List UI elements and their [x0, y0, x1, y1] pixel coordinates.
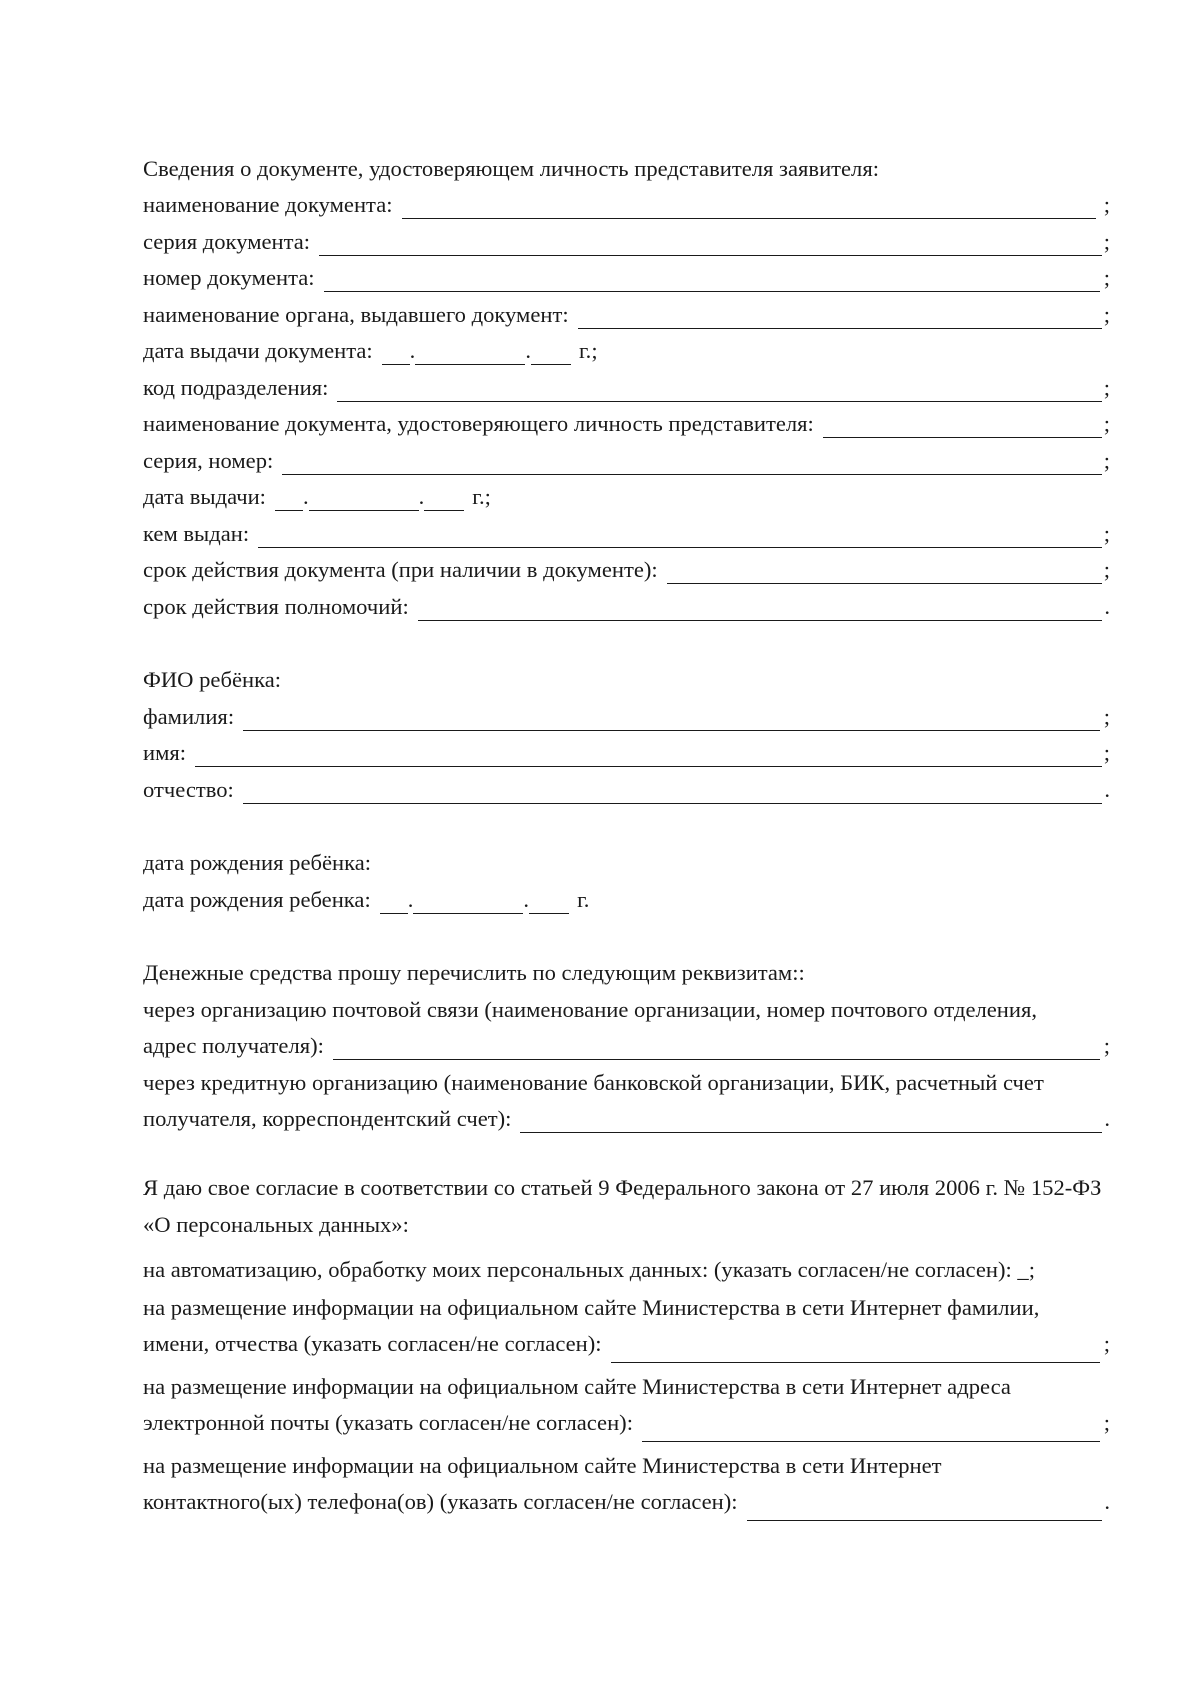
- id-doc-name-row: [143, 402, 1110, 439]
- issue-date2-row: дата выдачи: . . г.;: [143, 484, 491, 509]
- doc-name-field[interactable]: [402, 194, 1096, 219]
- surname-field[interactable]: [243, 706, 1100, 731]
- series-label: серия документа:: [143, 228, 311, 254]
- consent-phone-field[interactable]: [747, 1496, 1103, 1521]
- consent-phone-block: [143, 1448, 1110, 1521]
- birth-heading-text: дата рождения ребёнка:: [143, 850, 372, 875]
- name-punct: ;: [1103, 740, 1110, 765]
- consent-phone-line2-label: контактного(ых) телефона(ов) (указать согласен/не согласен):: [143, 1489, 738, 1514]
- consent-email-block: [143, 1369, 1110, 1442]
- issued-by-label: кем выдан:: [143, 520, 250, 546]
- bank-details-field[interactable]: [520, 1108, 1102, 1133]
- number-punct: ;: [1103, 265, 1110, 290]
- payment-heading: [143, 951, 1110, 988]
- consent-email-punct: ;: [1103, 1410, 1110, 1435]
- consent-fio-line2-label: имени, отчества (указать согласен/не согласен):: [143, 1331, 602, 1356]
- issue-day-field[interactable]: [382, 340, 410, 365]
- issue2-year-suffix: г.;: [472, 484, 491, 509]
- birth-date-row: дата рождения ребенка: . . г.: [143, 886, 590, 912]
- dept-code-field[interactable]: [337, 377, 1101, 402]
- issue2-day-field[interactable]: [275, 486, 303, 511]
- rep-doc-heading-text: Сведения о документе, удостоверяющем личность представителя заявителя:: [143, 155, 880, 181]
- consent-fio-field[interactable]: [611, 1338, 1100, 1363]
- post-punct: ;: [1103, 1033, 1110, 1058]
- consent-fio-line1: на размещение информации на официальном сайте Министерства в сети Интернет фамилии,: [143, 1294, 1040, 1320]
- consent-intro: [143, 1170, 1103, 1243]
- number-row: [143, 256, 1110, 293]
- consent-intro-text: Я даю свое согласие в соответствии со статьей 9 Федерального закона от 27 июля 2006 г. № 152-ФЗ «О персональных данных»:: [143, 1175, 1102, 1237]
- consent-phone-line1: на размещение информации на официальном сайте Министерства в сети Интернет: [143, 1452, 942, 1478]
- name-field[interactable]: [195, 742, 1102, 767]
- series-row: [143, 219, 1110, 256]
- post-line2-label: адрес получателя):: [143, 1033, 324, 1058]
- id-doc-name-punct: ;: [1103, 411, 1110, 436]
- consent-phone-punct: .: [1104, 1489, 1110, 1514]
- bank-line1-text: через кредитную организацию (наименование банковской организации, БИК, расчетный счет: [143, 1069, 1044, 1095]
- series-number-punct: ;: [1103, 447, 1110, 473]
- patronymic-label: отчество:: [143, 776, 234, 802]
- authority-validity-punct: .: [1104, 593, 1110, 619]
- issuer-row: [143, 292, 1110, 329]
- doc-name-row: [143, 183, 1110, 220]
- bank-line1: [143, 1060, 1110, 1097]
- series-number-field[interactable]: [282, 450, 1101, 475]
- birth-day-field[interactable]: [380, 889, 408, 914]
- post-line1: [143, 987, 1110, 1024]
- consent-automation-text: на автоматизацию, обработку моих персональных данных: (указать согласен/не согласен): _;: [143, 1256, 1035, 1282]
- issue-year-suffix: г.;: [578, 338, 598, 363]
- spacer: [143, 914, 1110, 951]
- post-address-field[interactable]: [333, 1035, 1100, 1060]
- bank-line2-row: [143, 1097, 1110, 1134]
- surname-label: фамилия:: [143, 703, 235, 729]
- series-field[interactable]: [319, 231, 1102, 256]
- number-field[interactable]: [324, 267, 1100, 292]
- bank-punct: .: [1104, 1106, 1110, 1131]
- number-label: номер документа:: [143, 265, 315, 290]
- patronymic-punct: .: [1104, 776, 1110, 802]
- issued-by-field[interactable]: [258, 523, 1102, 548]
- id-doc-name-field[interactable]: [823, 413, 1102, 438]
- issuer-field[interactable]: [578, 304, 1102, 329]
- series-number-label: серия, номер:: [143, 447, 274, 473]
- dept-code-row: [143, 365, 1110, 402]
- dept-code-label: код подразделения:: [143, 374, 329, 400]
- issue-date-label: дата выдачи документа:: [143, 338, 373, 363]
- birth-heading: [143, 841, 1110, 878]
- issuer-label: наименование органа, выдавшего документ:: [143, 301, 569, 327]
- validity-field[interactable]: [667, 559, 1102, 584]
- birth-month-field[interactable]: [413, 889, 523, 914]
- surname-row: [143, 694, 1110, 731]
- application-form-page: [143, 146, 1110, 1521]
- spacer: [143, 804, 1110, 841]
- consent-email-field[interactable]: [642, 1417, 1100, 1442]
- validity-row: [143, 548, 1110, 585]
- birth-date-label: дата рождения ребенка:: [143, 886, 371, 912]
- patronymic-field[interactable]: [243, 779, 1103, 804]
- dept-code-punct: ;: [1103, 374, 1110, 400]
- payment-heading-text: Денежные средства прошу перечислить по следующим реквизитам::: [143, 960, 805, 985]
- birth-year-field[interactable]: [529, 889, 569, 914]
- consent-fio-punct: ;: [1103, 1331, 1110, 1356]
- consent-phone-line2-row: [143, 1484, 1110, 1521]
- child-fio-heading-text: ФИО ребёнка:: [143, 667, 282, 692]
- name-label: имя:: [143, 740, 187, 765]
- bank-line2-label: получателя, корреспондентский счет):: [143, 1106, 512, 1131]
- series-number-row: [143, 438, 1110, 475]
- child-fio-heading: [143, 658, 1110, 695]
- spacer: [143, 1133, 1110, 1170]
- patronymic-row: [143, 767, 1110, 804]
- validity-label: срок действия документа (при наличии в документе):: [143, 557, 658, 582]
- consent-automation-row: [143, 1247, 1110, 1284]
- issue-month-field[interactable]: [415, 340, 525, 365]
- doc-name-label: наименование документа:: [143, 192, 393, 217]
- consent-email-line2-row: [143, 1405, 1110, 1442]
- post-line2-row: [143, 1024, 1110, 1061]
- spacer: [143, 621, 1110, 658]
- birth-year-suffix: г.: [577, 886, 590, 912]
- validity-punct: ;: [1103, 557, 1110, 582]
- id-doc-name-label: наименование документа, удостоверяющего личность представителя:: [143, 411, 814, 436]
- name-row: [143, 731, 1110, 768]
- surname-punct: ;: [1103, 703, 1110, 729]
- issued-by-row: [143, 511, 1110, 548]
- consent-fio-block: [143, 1290, 1110, 1363]
- issuer-punct: ;: [1103, 301, 1110, 327]
- issued-by-punct: ;: [1103, 520, 1110, 546]
- consent-fio-line2-row: [143, 1326, 1110, 1363]
- authority-validity-row: [143, 584, 1110, 621]
- issue-date2-label: дата выдачи:: [143, 484, 266, 509]
- rep-doc-heading: [143, 146, 1110, 183]
- series-punct: ;: [1103, 228, 1110, 254]
- authority-validity-label: срок действия полномочий:: [143, 593, 409, 619]
- issue-date-row: дата выдачи документа: . . г.;: [143, 338, 598, 363]
- post-line1-text: через организацию почтовой связи (наименование организации, номер почтового отделения,: [143, 996, 1037, 1022]
- consent-email-line2-label: электронной почты (указать согласен/не согласен):: [143, 1410, 633, 1435]
- issue2-year-field[interactable]: [424, 486, 464, 511]
- issue2-month-field[interactable]: [309, 486, 419, 511]
- consent-email-line1: на размещение информации на официальном сайте Министерства в сети Интернет адреса: [143, 1373, 1011, 1399]
- authority-validity-field[interactable]: [418, 596, 1103, 621]
- doc-name-punct: ;: [1103, 192, 1110, 217]
- issue-year-field[interactable]: [531, 340, 571, 365]
